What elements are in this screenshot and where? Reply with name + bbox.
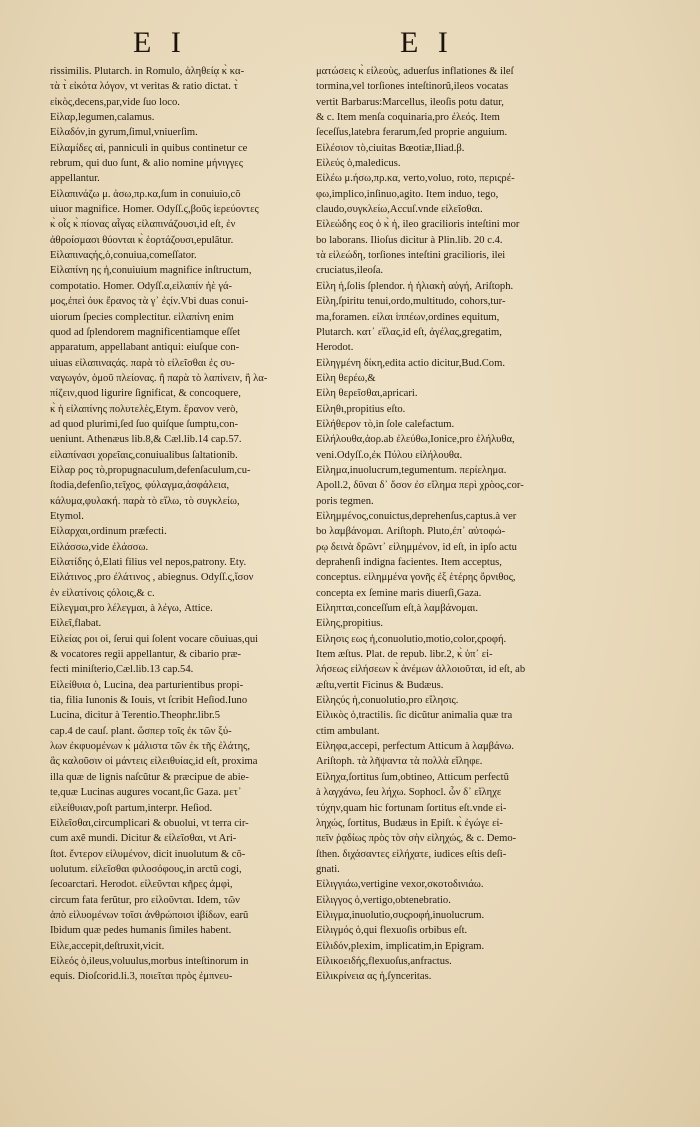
entry-line: Etymol. xyxy=(50,510,84,522)
entry-line: Εἰλιδόν,plexim, implicatim,in Epigram. xyxy=(316,940,485,952)
entry-line: Εἰλέω μ.ήσω,πρ.κα, verto,voluo, roto, περιςρέ- xyxy=(316,173,515,185)
entry-line: uolutum. εἰλεῖσθαι φιλοσόφους,in arctũ cogi, xyxy=(50,863,242,875)
entry-line: λήσεως εἰλήσεων κ̀ ἀνέμων ἀλλοιοῦται, id eſt, ab xyxy=(316,664,526,676)
entry-line: ſthen. διχάσαντες εἰλήχατε, iudices eſtis deſi- xyxy=(316,848,507,860)
entry-line: Εἰλαπινάζω μ. ἀσω,πρ.κα,ſum in conuiuio,cõ xyxy=(50,188,241,200)
entry-line: Εἰλατίδης ὁ,Elati filius vel nepos,patrony. Ety. xyxy=(50,557,247,568)
entry-line: bo laborans. Ilioſus dicitur à Plin.lib. 20 c.4. xyxy=(316,234,503,246)
entry-line: veni.Odyſſ.ο,ἐκ Πύλου εἰλήλουθα. xyxy=(316,449,463,461)
entry-line: Plutarch. κατ᾽ εἴλας,id eſt, ἀγέλας,gregatim, xyxy=(316,326,502,338)
entry-line: Εἰλη θερεῖσθαι,apricari. xyxy=(316,388,418,400)
entry-line: ueniunt. Athenæus lib.8,& Cæl.lib.14 cap.57. xyxy=(50,434,242,446)
entry-line: τὰ εἰλεώδη, torſiones inteſtini gracilioris, ilei xyxy=(316,250,506,262)
entry-line: Εἰλήθερον τὸ,in ſole calefactum. xyxy=(316,418,455,430)
entry-line: compotatio. Homer. Odyſſ.α,εἰλαπίν ἠὲ γά- xyxy=(50,280,233,292)
entry-line: ſecoarctari. Herodot. εἰλεῦνται κῆρες ἀμφὶ, xyxy=(50,879,233,891)
entry-line: Εἰλησις εως ἡ,conuolutio,motio,color,ςροφή. xyxy=(316,633,507,645)
entry-line: Εἰλεός ὁ,ileus,voluulus,morbus inteſtinorum in xyxy=(50,955,249,967)
entry-line: ματώσεις κ̀ εἰλεοὺς, aduerſus inflationes & ileſ xyxy=(316,66,514,77)
entry-line: εἰλαπίνασι χορεῖαις,conuiualibus ſaltationib. xyxy=(50,449,238,461)
entry-line: ſtot. ἔντερον εἰλυμένον, dicit inuolutum & cõ- xyxy=(50,848,246,860)
entry-line: Εἰλημμένος,conuictus,deprehenſus,captus.à ver xyxy=(316,510,517,522)
entry-line: Εἰλείθυια ὁ, Lucina, dea parturientibus propi- xyxy=(50,679,244,691)
entry-line: Εἰλήλουθα,ἀορ.ab ἐλεύθω,Ionice,pro ἐλήλυθα, xyxy=(316,434,515,446)
entry-line: & vocatores regii appellantur, & cibario præ- xyxy=(50,649,242,661)
entry-line: κάλυμα,φυλακή. παρὰ τὸ εἴλω, τὸ συγκλείω, xyxy=(50,495,240,507)
entry-line: Εἰλαπιναςής,ὁ,conuiua,comeſſator. xyxy=(50,250,197,262)
entry-line: conceptus. εἰλημμένα γονῆς ἐξ ἑτέρης ὄρνιθος, xyxy=(316,572,516,584)
entry-line: apparatum, appellabant antiqui: eiuſque con- xyxy=(50,342,240,354)
entry-line: Εἰλάσσω,vide ἐλάσσω. xyxy=(50,541,149,553)
entry-line: Εἰλιγμός ὁ,qui flexuoſis orbibus eſt. xyxy=(316,925,468,937)
entry-line: Εἰλαρχαι,ordinum præfecti. xyxy=(50,526,167,538)
entry-line: Εἰλάτινος ,pro ἐλάτινος , abiegnus. Odyſſ.ϛ,ἴσον xyxy=(50,572,254,584)
entry-line: Εἰληγμένη δίκη,edita actio dicitur,Bud.Com. xyxy=(316,357,505,369)
entry-line: Εἰλεγμαι,pro λέλεγμαι, à λέγω, Attice. xyxy=(50,603,213,615)
entry-line: uiuor magnifice. Homer. Odyſſ.ϛ,βοῦς ἱερεύοντες xyxy=(50,204,259,216)
entry-line: illa quæ de lignis naſcũtur & præcipue de abie- xyxy=(50,771,249,783)
right-column xyxy=(316,64,614,985)
entry-line: Εἰλικρίνεια ας ἡ,ſynceritas. xyxy=(316,971,432,983)
entry-line: φω,implico,inſinuo,agito. Item induo, tego, xyxy=(316,188,499,200)
entry-line: Εἰλικοειδής,flexuoſus,anfractus. xyxy=(316,955,452,967)
entry-line: Ariſtoph. τὰ λῆψαντα τὰ πολλὰ εἴληφε. xyxy=(316,756,483,768)
entry-line: Εἰληφα,accepi, perfectum Atticum à λαμβάνω. xyxy=(316,741,515,753)
entry-line: à λαγχάνω, ſeu λήχω. Sophocl. ὧν δ᾽ εἴληχε xyxy=(316,787,502,799)
entry-line: concepta ex ſemine maris diuerſi,Gaza. xyxy=(316,587,482,599)
entry-line: εἰλείθυιαν,poſt partum,interpr. Heſiod. xyxy=(50,802,213,814)
entry-line: Lucina, dicitur à Terentio.Theophr.libr.5 xyxy=(50,710,220,722)
entry-line: ad quod plurimi,ſed ſuo quiſque ſumptu,con- xyxy=(50,418,239,430)
entry-line: quod ad ſplendorem magnificentiamque eſſet xyxy=(50,326,241,338)
left-column xyxy=(50,64,350,985)
entry-line: ληχώς, ſortitus, Budæus in Epiſt. κ̀ ἐγώγε εἰ- xyxy=(316,817,503,829)
entry-line: ἐν εἰλατίνοις ςόλοις,& c. xyxy=(50,587,155,599)
entry-line: εἰκὸς,decens,par,vide ſuo loco. xyxy=(50,96,180,108)
entry-line: tormina,vel torſiones inteſtinorũ,ileos vocatas xyxy=(316,81,509,93)
entry-line: ἀθροίσμασι θύονται κ̀ ἑορτάζουσι,epulãtur. xyxy=(50,234,234,246)
entry-line: rebrum, qui duo ſunt, & alio nomine μήνιγγες xyxy=(50,158,243,170)
entry-line: Εἰλεῖ,flabat. xyxy=(50,618,102,630)
entry-line: πίζειν,quod ligurire ſignificat, & concoquere, xyxy=(50,388,241,400)
entry-line: κ̀ οἷς κ̀ πίονας αἶγας εἰλαπινάζουσι,id eſt, ἐν xyxy=(50,219,236,231)
entry-line: cap.4 de cauſ. plant. ὥσπερ τοῖς ἐκ τῶν ξύ- xyxy=(50,725,232,737)
entry-line: ſtodia,defenſio,τεῖχος, φύλαγμα,ἀσφάλεια, xyxy=(50,480,230,492)
entry-line: Εἰλιγγος ὁ,vertigo,obtenebratio. xyxy=(316,894,451,906)
entry-line: Εἰλιγμα,inuolutio,συςροφή,inuolucrum. xyxy=(316,909,485,921)
entry-line: Herodot. xyxy=(316,342,354,354)
entry-line: Εἰλαρ,legumen,calamus. xyxy=(50,112,155,124)
entry-line: Ibidum quæ pedes humanis ſimiles habent. xyxy=(50,925,232,937)
entry-line: ἀπὸ εἰλυομένων τοῖσι ἀνθρώποισι ἰβίδων, earũ xyxy=(50,909,249,921)
entry-line: rissimilis. Plutarch. in Romulo, ἀληθείᾳ κ̀ κα- xyxy=(50,66,245,77)
entry-line: uiorum ſpecies complectitur. εἰλαπίνη enim xyxy=(50,311,234,323)
entry-line: deprahenſi indigna facientes. Item acceptus, xyxy=(316,557,502,568)
entry-line: Εἰλικὸς ὁ,tractilis. ſic dicũtur animalia quæ tra xyxy=(316,710,513,722)
running-header-right: E I xyxy=(400,26,454,59)
entry-line: uiuas εἰλαπιναςάς. παρὰ τὸ εἰλεῖσθαι ἐς συ- xyxy=(50,357,235,369)
entry-line: Εἰλαρ ρος τὸ,propugnaculum,defenſaculum,cu- xyxy=(50,464,251,476)
entry-line: Εἰλη,ſpiritu tenui,ordo,multitudo, cohors,tur- xyxy=(316,296,506,308)
entry-line: cruciatus,ileoſa. xyxy=(316,265,384,277)
entry-line: Εἰληχα,ſortitus ſum,obtineo, Atticum perfectũ xyxy=(316,771,509,783)
entry-line: τύχην,quam hic fortunam ſortitus eſt.vnde εἰ- xyxy=(316,802,507,814)
entry-line: ἃς καλοῦσιν οἱ μάντεις εἰλειθυίας,id eſt, proxima xyxy=(50,756,258,768)
entry-line: vertit Barbarus:Marcellus, ileoſis potu datur, xyxy=(316,96,504,108)
entry-line: Εἰλεύς ὁ,maledicus. xyxy=(316,158,401,170)
entry-line: circum fata ferũtur, pro εἰλοῦνται. Idem, τῶν xyxy=(50,894,240,906)
entry-line: Εἰληθι,propitius eſto. xyxy=(316,403,406,415)
entry-line: Εἰλιγγιάω,vertigine vexor,σκοτοδινιάω. xyxy=(316,879,484,891)
entry-line: ναγωγόν, ὁμοῦ πλείονας. ἢ παρὰ τὸ λαπίνειν, ἢ λα- xyxy=(50,372,268,384)
entry-line: Εἰλαδόν,in gyrum,ſimul,vniuerſim. xyxy=(50,127,198,139)
entry-line: & c. Item menſa coquinaria,pro ἐλεός. Item xyxy=(316,112,500,124)
entry-line: Item æſtus. Plat. de repub. libr.2, κ̀ ὑπ᾽ εἰ- xyxy=(316,649,493,661)
entry-line: Εἰλης,propitius. xyxy=(316,618,384,630)
entry-line: Εἰλαπίνη ης ἡ,conuiuium magnifice inſtructum, xyxy=(50,265,252,277)
entry-line: κ̀ ἡ εἰλαπίνης πολυτελὲς,Etym. ἔρανον verò, xyxy=(50,403,239,415)
entry-line: te,quæ Lucinas augures vocant,ſic Gaza. μετ᾽ xyxy=(50,787,242,799)
entry-line: poris tegmen. xyxy=(316,495,374,507)
entry-line: Εἰλημα,inuolucrum,tegumentum. περίελημα. xyxy=(316,464,507,476)
running-header-left: E I xyxy=(133,26,187,59)
entry-line: ſeceſſus,latebra ferarum,ſed proprie anguium. xyxy=(316,127,508,139)
entry-line: claudo,συγκλείω,Accuſ.vnde εἰλεῖσθαι. xyxy=(316,204,483,216)
entry-line: Εἰλε,accepit,deſtruxit,vicit. xyxy=(50,940,165,952)
entry-line: gnati. xyxy=(316,863,340,875)
entry-line: cum axẽ mundi. Dicitur & εἰλεῖσθαι, vt Ari- xyxy=(50,833,237,845)
entry-line: μος,ἐπεὶ ὀυκ ἔρανος τὰ γ᾽ ἐςίν.Vbi duas conui- xyxy=(50,296,249,308)
entry-line: equis. Dioſcorid.li.3, ποιεῖται πρὸς ἐμπνευ- xyxy=(50,971,233,983)
entry-line: Εἰλη θερέω,& xyxy=(316,372,376,384)
entry-line: Apoll.2, δῦναι δ᾽ ὅσον ἐσ εἴλημα περὶ χρὸος,cor- xyxy=(316,480,524,492)
entry-line: Εἰλαμίδες αἱ, panniculi in quibus continetur ce xyxy=(50,142,248,154)
entry-line: ctim ambulant. xyxy=(316,725,380,737)
entry-line: appellantur. xyxy=(50,173,100,185)
entry-line: Εἰληςύς ἡ,conuolutio,pro εἴλησις. xyxy=(316,695,459,707)
entry-line: fecti miniſterio,Cæl.lib.13 cap.54. xyxy=(50,664,194,676)
entry-line: bo λαμβάνομαι. Ariſtoph. Pluto,ἐπ᾽ αὐτοφώ- xyxy=(316,526,506,538)
entry-line: æſtu,vertit Ficinus & Budæus. xyxy=(316,679,444,691)
entry-line: πεῖν ῥᾳδίως πρὸς τὸν σὴν εἰληχώς, & c. Demo- xyxy=(316,833,517,845)
entry-line: ma,foramen. εἰλαι ἱππέων,ordines equitum, xyxy=(316,311,500,323)
entry-line: Εἰλεῖσθαι,circumplicari & obuolui, vt terra cir- xyxy=(50,817,249,829)
entry-line: ρῳ δεινὰ δρῶντ᾽ εἰλημμένον, id eſt, in ipſo actu xyxy=(316,541,517,553)
entry-line: Εἰλεώδης εος ὁ κ̀ ἡ, ileo gracilioris inteſtini mor xyxy=(316,219,520,231)
entry-line: Εἰλη ἡ,ſolis ſplendor. ἡ ἡλιακὴ αὐγή, Ariſtoph. xyxy=(316,280,514,292)
entry-line: Εἰληπται,conceſſum eſt,à λαμβάνομαι. xyxy=(316,603,479,615)
entry-line: Εἰλείας ροι οἱ, ſerui qui ſolent vocare cõuiuas,qui xyxy=(50,633,259,645)
entry-line: τὰ τ̀ εἰκότα λόγον, vt veritas & ratio dictat. τ̀ xyxy=(50,81,238,93)
entry-line: tia, filia Iunonis & Iouis, vt ſcribit Heſiod.Iuno xyxy=(50,695,248,707)
entry-line: λων ἐκφυομένων κ̀ μάλιστα τῶν ἐκ τῆς ἐλάτης, xyxy=(50,741,250,753)
entry-line: Εἰλέσιον τὸ,ciuitas Bœotiæ,Iliad.β. xyxy=(316,142,465,154)
